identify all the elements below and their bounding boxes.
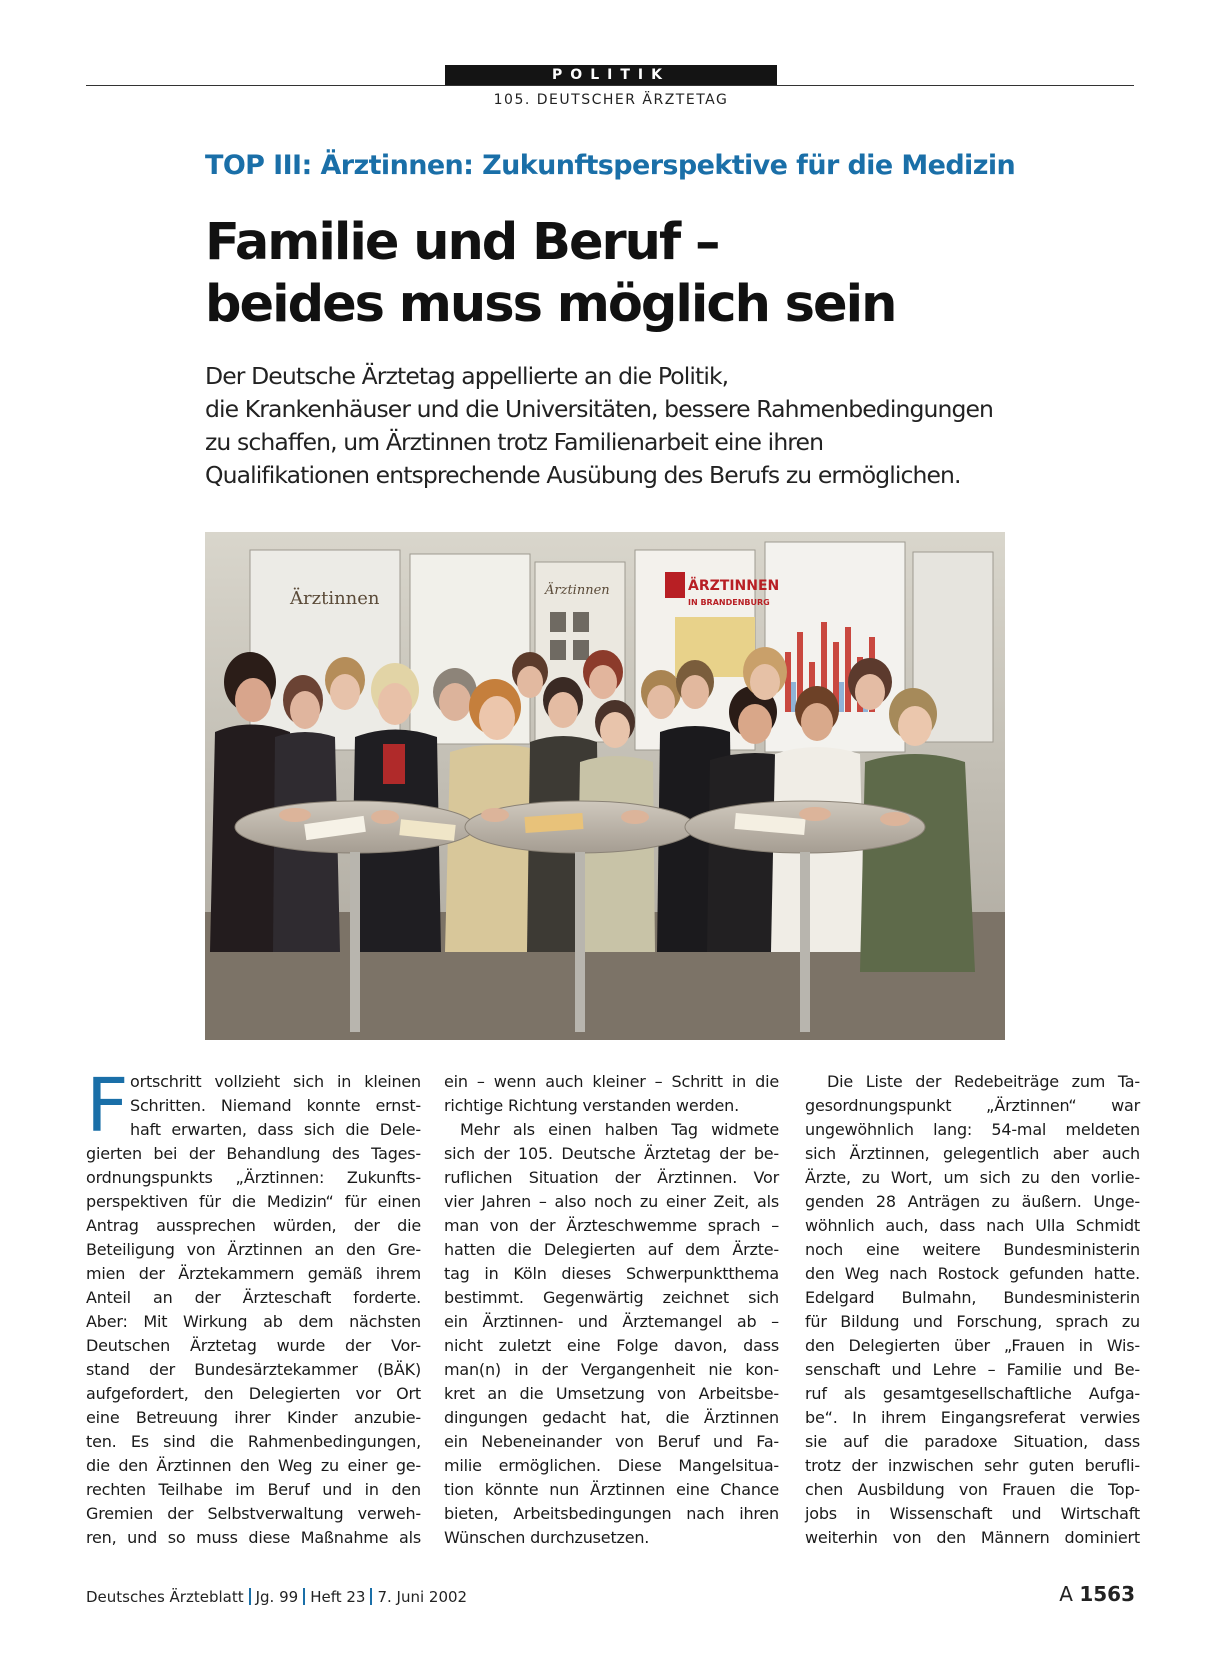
body-line: für Bildung und Forschung, sprach zu bbox=[805, 1312, 1140, 1331]
body-line: be“. In ihrem Eingangsreferat verwies bbox=[805, 1408, 1140, 1427]
body-line: die den Ärztinnen den Weg zu einer ge- bbox=[86, 1456, 421, 1475]
body-line: ordnungspunkts „Ärztinnen: Zukunfts- bbox=[86, 1168, 421, 1187]
body-line: vier Jahren – also noch zu einer Zeit, als bbox=[444, 1192, 779, 1211]
body-line: bieten, Arbeitsbedingungen nach ihren bbox=[444, 1504, 779, 1523]
body-column-1 bbox=[86, 1063, 421, 1550]
body-line: eine Betreuung ihrer Kinder anzubie- bbox=[86, 1408, 421, 1427]
body-line: jobs in Wissenschaft und Wirtschaft bbox=[805, 1504, 1140, 1523]
body-line: stand der Bundesärztekammer (BÄK) bbox=[86, 1360, 421, 1379]
body-line: haft erwarten, dass sich die Dele- bbox=[130, 1120, 421, 1139]
page-prefix: A bbox=[1059, 1582, 1073, 1606]
body-line: ortschritt vollzieht sich in kleinen bbox=[130, 1072, 421, 1091]
body-line: trotz der inzwischen sehr guten berufli- bbox=[805, 1456, 1140, 1475]
body-line: Antrag aussprechen würden, der die bbox=[86, 1216, 421, 1235]
body-line: rechten Teilhabe im Beruf und in den bbox=[86, 1480, 421, 1499]
body-line: Wünschen durchzusetzen. bbox=[444, 1528, 650, 1547]
body-line: Mehr als einen halben Tag widmete bbox=[460, 1120, 779, 1139]
body-line: den Weg nach Rostock gefunden hatte. bbox=[805, 1264, 1140, 1283]
body-line: man von der Ärzteschwemme sprach – bbox=[444, 1216, 779, 1235]
footer-separator bbox=[249, 1588, 251, 1605]
body-line: wöhnlich auch, dass nach Ulla Schmidt bbox=[805, 1216, 1140, 1235]
body-line: gierten bei der Behandlung des Tages- bbox=[86, 1144, 421, 1163]
body-line: tag in Köln dieses Schwerpunktthema bbox=[444, 1264, 779, 1283]
subsection-label: 105. DEUTSCHER ÄRZTETAG bbox=[493, 92, 729, 108]
body-line: ren, und so muss diese Maßnahme als bbox=[86, 1528, 421, 1547]
body-line: milie ermöglichen. Diese Mangelsitua- bbox=[444, 1456, 779, 1475]
lead-line: Der Deutsche Ärztetag appellierte an die Politik, bbox=[205, 362, 729, 390]
banner-text: Ärztinnen bbox=[545, 583, 610, 598]
body-line: gesordnungspunkt „Ärztinnen“ war bbox=[805, 1096, 1140, 1115]
drop-cap: F bbox=[86, 1063, 129, 1149]
lead-line: Qualifikationen entsprechende Ausübung des Berufs zu ermöglichen. bbox=[205, 461, 961, 489]
body-line: nicht zuletzt eine Folge davon, dass bbox=[444, 1336, 779, 1355]
body-line: Anteil an der Ärzteschaft forderte. bbox=[86, 1288, 421, 1307]
banner-text: ÄRZTINNEN bbox=[688, 578, 780, 594]
body-line: Deutschen Ärztetag wurde der Vor- bbox=[86, 1336, 421, 1355]
footer-citation bbox=[86, 1588, 467, 1606]
headline-line: beides muss möglich sein bbox=[205, 275, 896, 334]
body-line: senschaft und Lehre – Familie und Be- bbox=[805, 1360, 1140, 1379]
volume: Jg. 99 bbox=[255, 1588, 299, 1606]
body-line: dingungen gedacht hat, die Ärztinnen bbox=[444, 1408, 779, 1427]
body-line: man(n) in der Vergangenheit nie kon- bbox=[444, 1360, 779, 1379]
topic-title: TOP III: Ärztinnen: Zukunftsperspektive für die Medizin bbox=[205, 150, 1016, 181]
body-line: kret an die Umsetzung von Arbeitsbe- bbox=[444, 1384, 779, 1403]
body-line: aufgefordert, den Delegierten vor Ort bbox=[86, 1384, 421, 1403]
body-line: Ärzte, zu Wort, um sich zu den vorlie- bbox=[805, 1168, 1140, 1187]
body-line: ungewöhnlich lang: 54-mal meldeten bbox=[805, 1120, 1140, 1139]
body-line: ruf als gesamtgesellschaftliche Aufga- bbox=[805, 1384, 1140, 1403]
body-line: Gremien der Selbstverwaltung verweh- bbox=[86, 1504, 421, 1523]
page-number-value: 1563 bbox=[1079, 1582, 1135, 1606]
issue-date: 7. Juni 2002 bbox=[377, 1588, 468, 1606]
lead-line: die Krankenhäuser und die Universitäten, bessere Rahmenbedingungen bbox=[205, 395, 994, 423]
body-line: den Delegierten über „Frauen in Wis- bbox=[805, 1336, 1140, 1355]
body-line: ruflichen Situation der Ärztinnen. Vor bbox=[444, 1168, 779, 1187]
section-rule bbox=[86, 85, 1134, 86]
body-line: Aber: Mit Wirkung ab dem nächsten bbox=[86, 1312, 421, 1331]
issue: Heft 23 bbox=[310, 1588, 366, 1606]
body-line: perspektiven für die Medizin“ für einen bbox=[86, 1192, 421, 1211]
body-line: ein Ärztinnen- und Ärztemangel ab – bbox=[444, 1312, 779, 1331]
body-line: sich der 105. Deutsche Ärztetag der be- bbox=[444, 1144, 779, 1163]
footer-separator bbox=[303, 1588, 305, 1605]
body-line: sich Ärztinnen, gelegentlich aber auch bbox=[805, 1144, 1140, 1163]
footer-separator bbox=[370, 1588, 372, 1605]
body-line: tion könnte nun Ärztinnen eine Chance bbox=[444, 1480, 779, 1499]
body-line: ten. Es sind die Rahmenbedingungen, bbox=[86, 1432, 421, 1451]
headline-line: Familie und Beruf – bbox=[205, 213, 719, 272]
journal-name: Deutsches Ärzteblatt bbox=[86, 1588, 244, 1606]
lead-paragraph bbox=[205, 360, 1065, 492]
body-line: hatten die Delegierten auf dem Ärzte- bbox=[444, 1240, 779, 1259]
body-line: ein – wenn auch kleiner – Schritt in die bbox=[444, 1072, 779, 1091]
body-line: ein Nebeneinander von Beruf und Fa- bbox=[444, 1432, 779, 1451]
lead-line: zu schaffen, um Ärztinnen trotz Familienarbeit eine ihren bbox=[205, 428, 824, 456]
headline bbox=[205, 212, 1065, 336]
body-line: noch eine weitere Bundesministerin bbox=[805, 1240, 1140, 1259]
section-label: POLITIK bbox=[445, 65, 777, 85]
body-line: chen Ausbildung von Frauen die Top- bbox=[805, 1480, 1140, 1499]
body-line: richtige Richtung verstanden werden. bbox=[444, 1096, 739, 1115]
body-column-2 bbox=[444, 1070, 779, 1550]
body-line: Die Liste der Redebeiträge zum Ta- bbox=[827, 1072, 1140, 1091]
banner-text: IN BRANDENBURG bbox=[688, 598, 770, 607]
body-line: mien der Ärztekammern gemäß ihrem bbox=[86, 1264, 421, 1283]
body-line: Beteiligung von Ärztinnen an den Gre- bbox=[86, 1240, 421, 1259]
body-line: sie auf die paradoxe Situation, dass bbox=[805, 1432, 1140, 1451]
body-column-3 bbox=[805, 1070, 1140, 1550]
body-line: Edelgard Bulmahn, Bundesministerin bbox=[805, 1288, 1140, 1307]
body-line: weiterhin von den Männern dominiert bbox=[805, 1528, 1140, 1547]
banner-text: Ärztinnen bbox=[290, 588, 380, 609]
page-number bbox=[1059, 1582, 1135, 1606]
body-line: Schritten. Niemand konnte ernst- bbox=[130, 1096, 421, 1115]
body-line: bestimmt. Gegenwärtig zeichnet sich bbox=[444, 1288, 779, 1307]
group-photo bbox=[205, 532, 1005, 1040]
body-line: genden 28 Anträgen zu äußern. Unge- bbox=[805, 1192, 1140, 1211]
